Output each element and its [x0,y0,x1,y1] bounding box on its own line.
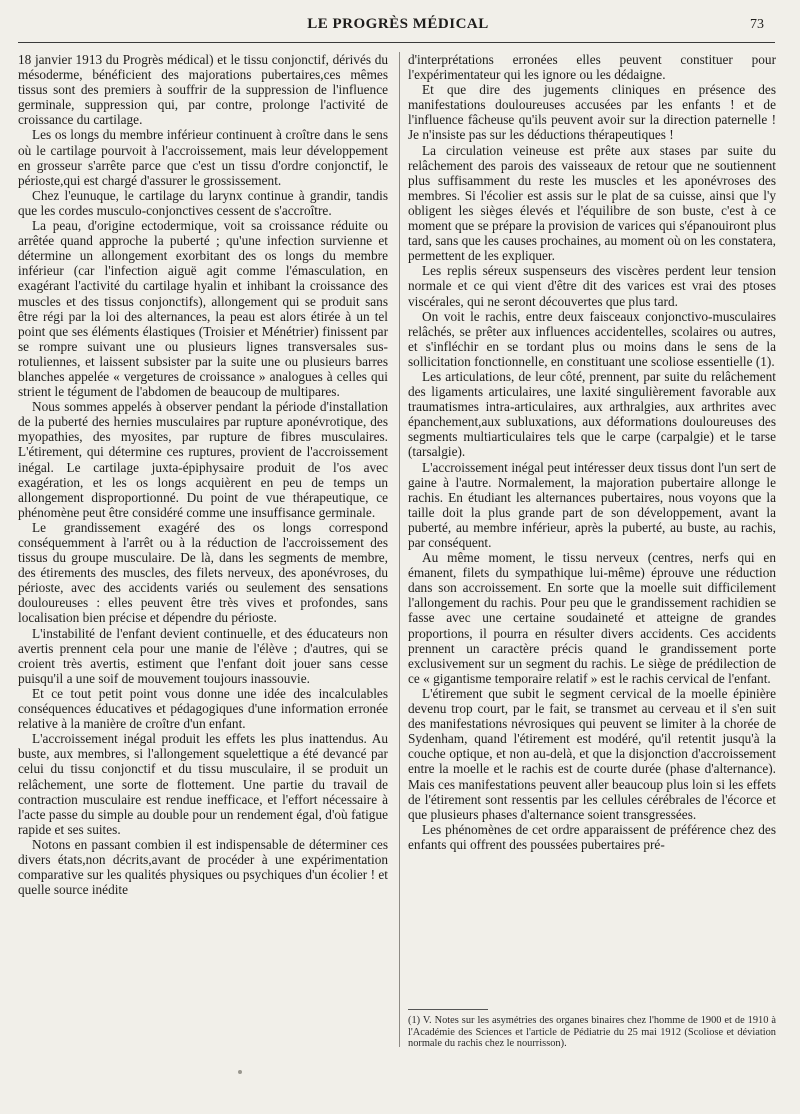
paragraph: Au même moment, le tissu nerveux (centres, nerfs qui en émanent, filets du sympathique lui-même) éprouve une réduction dans son accroissement. En sorte que la moelle suit difficilement l'allongement du rachis. Pour peu que le grandissement rachidien se fasse avec une certaine soudaineté et atteigne de grandes proportions, il pourra en résulter divers accidents. Ces accidents prennent un caractère précis quand le grandissement porte exclusivement sur un segment du rachis. Le siège de prédilection de ce « gigantisme temporaire relatif » est le rachis cervical de l'enfant. [408,550,776,686]
paragraph: Et que dire des jugements cliniques en présence des manifestations douloureuses accusées par les enfants ! et de l'influence fâcheuse qu'ils peuvent avoir sur la direction paternelle ! Je n'insiste pas sur les déductions thérapeutiques ! [408,82,776,143]
paragraph: Le grandissement exagéré des os longs correspond conséquemment à l'arrêt ou à la réduction de l'accroissement des tissus du groupe musculaire. De là, dans les segments de membre, des étirements des muscles, des filets nerveux, des aponévroses, du périoste, avec des accidents variés ou seulement des sensations douloureuses : elles peuvent être très vives et profondes, sans localisation bien précise et dépendre du périoste. [18,519,388,626]
journal-title: LE PROGRÈS MÉDICAL [307,16,489,32]
page-number: 73 [750,17,764,32]
left-column [18,52,388,897]
footnote-rule [408,1009,488,1010]
header-rule [18,42,775,43]
paragraph: L'instabilité de l'enfant devient continuelle, et des éducateurs non avertis prennent cela pour une manie de l'élève ; d'autres, qui se croient très avertis, estiment que l'enfant doit jouer sans cesse puisqu'il a une soif de mouvement toujours inassouvie. [18,625,388,686]
paragraph: Nous sommes appelés à observer pendant la période d'installation de la puberté des hernies musculaires par rupture aponévrotique, des myopathies, des myosites, par rupture de fibres musculaires. L'étirement, qui détermine ces ruptures, provient de l'accroissement inégal. Le cartilage juxta-épiphysaire produit de l'os avec exagération, et les os longs acquièrent en peu de temps un allongement disproportionné. Du point de vue thérapeutique, ce phénomène peut être considéré comme une insuffisance germinale. [18,399,388,520]
right-column [408,52,776,852]
footnote: (1) V. Notes sur les asymétries des organes binaires chez l'homme de 1900 et de 1910 à l'Académie des Sciences et l'article de Pédiatrie du 25 mai 1912 (Scoliose et déviation normale du rachis chez le nourrisson). [408,1015,776,1049]
column-divider [399,52,400,1047]
paragraph: On voit le rachis, entre deux faisceaux conjonctivo-musculaires relâchés, se prêter aux influences accidentelles, scolaires ou autres, et s'infléchir en se tordant plus ou moins dans le sens de la sollicitation fonctionnelle, en constituant une scoliose essentielle (1). [408,308,776,369]
paragraph: Chez l'eunuque, le cartilage du larynx continue à grandir, tandis que les cordes musculo-conjonctives cessent de s'accroître. [18,187,388,218]
paragraph: 18 janvier 1913 du Progrès médical) et le tissu conjonctif, dérivés du mésoderme, bénéficient des majorations pubertaires,ces mêmes tissus sont des premiers à souffrir de la suppression de l'influence germinale, suppression qui, par contre, prolonge l'activité de croissance du cartilage. [18,52,388,128]
paragraph: d'interprétations erronées elles peuvent constituer pour l'expérimentateur qui les ignore ou les dédaigne. [408,52,776,83]
paragraph: L'accroissement inégal peut intéresser deux tissus dont l'un sert de gaine à l'autre. Normalement, la majoration pubertaire allonge le rachis. En étudiant les alternances pubertaires, nous voyons que la taille doit la plus grande part de son développement, avant la puberté, au membre inférieur, après la puberté, au buste, au rachis, par conséquent. [408,459,776,550]
paragraph: Les phénomènes de cet ordre apparaissent de préférence chez des enfants qui offrent des poussées pubertaires pré- [408,821,776,852]
paragraph: La peau, d'origine ectodermique, voit sa croissance réduite ou arrêtée quand approche la puberté ; qu'une infection survienne et détermine un allongement exorbitant des os longs du membre inférieur (car l'infection aiguë agit comme l'émasculation, en exagérant l'activité du cartilage hyalin et inhibant la croissance des muscles et des tissus conjonctifs), allongement qui se produit sans être régi par la loi des alternances, la peau est alors étirée à un tel point que ses éléments élastiques (Troisier et Ménétrier) finissent par se rompre suivant une ou plusieurs lignes transversales sus-rotuliennes, et laissent subsister par la suite une ou plusieurs barres blanches appelée « vergetures de croissance » analogues à celles qui strient le tégument de l'abdomen de beaucoup de multipares. [18,218,388,400]
print-speck [238,1070,242,1074]
paragraph: La circulation veineuse est prête aux stases par suite du relâchement des parois des vaisseaux de retour que ne soutiennent plus suffisamment du reste les muscles et les aponévroses des membres. Si l'écolier est assis sur le plat de sa cuisse, ainsi que l'y obligent les sièges élevés et l'équilibre de son buste, c'est à ce moment que se prépare la provision de varices qui s'épanouiront plus tard, sans que les causes prochaines, au moment où on les constatera, permettent de les expliquer. [408,142,776,264]
paragraph: Notons en passant combien il est indispensable de déterminer ces divers états,non décrits,avant de procéder à une expérimentation comparative sur les qualités physiques ou psychiques d'un écolier ! et quelle source inédite [18,836,388,898]
paragraph: Les replis séreux suspenseurs des viscères perdent leur tension normale et ce qui vient d'être dit des varices est vrai des ptoses viscérales, qui ne seront découvertes que plus tard. [408,263,776,309]
paragraph: Les os longs du membre inférieur continuent à croître dans le sens où le cartilage pourvoit à l'accroissement, mais leur développement en grosseur s'arrête parce que c'est un tissu d'ordre conjonctif, le périoste,qui est chargé d'assurer le grossissement. [18,127,388,188]
page-header [18,16,778,40]
paragraph: L'étirement que subit le segment cervical de la moelle épinière devenu trop court, par le fait, se transmet au cerveau et il s'en suit des manifestations névrosiques qui peuvent se limiter à la chorée de Sydenham, quand l'étirement est modéré, qu'il retentit jusqu'à la couche optique, et non au-delà, et que la disjonction d'accroissement entre la moelle et le rachis est de courte durée (phase d'alternance). Mais ces manifestations peuvent aller beaucoup plus loin si les effets de l'étirement sont ressentis par les cellules cérébrales de l'écorce et que plusieurs phases d'alternance soient transgressées. [408,685,776,822]
paragraph: Et ce tout petit point vous donne une idée des incalculables conséquences éducatives et pédagogiques d'une information erronée relative à la manière de croître d'un enfant. [18,685,388,732]
paragraph: Les articulations, de leur côté, prennent, par suite du relâchement des ligaments articulaires, une laxité singulièrement favorable aux traumatismes intra-articulaires, aux arthralgies, aux arthrites avec épanchement,aux subluxations, aux déformations douloureuses des segments multiarticulaires tels que le carpe (carpalgie) et le tarse (tarsalgie). [408,368,776,460]
paragraph: L'accroissement inégal produit les effets les plus inattendus. Au buste, aux membres, si l'allongement squelettique a été devancé par celui du tissu conjonctif et du tissu musculaire, il se produit un relâchement, une sorte de flottement. Une partie du travail de contraction musculaire est rendue inefficace, et l'effort nécessaire à l'acte passe du simple au double pour un rendement égal, d'où fatigue rapide et ses suites. [18,731,388,837]
